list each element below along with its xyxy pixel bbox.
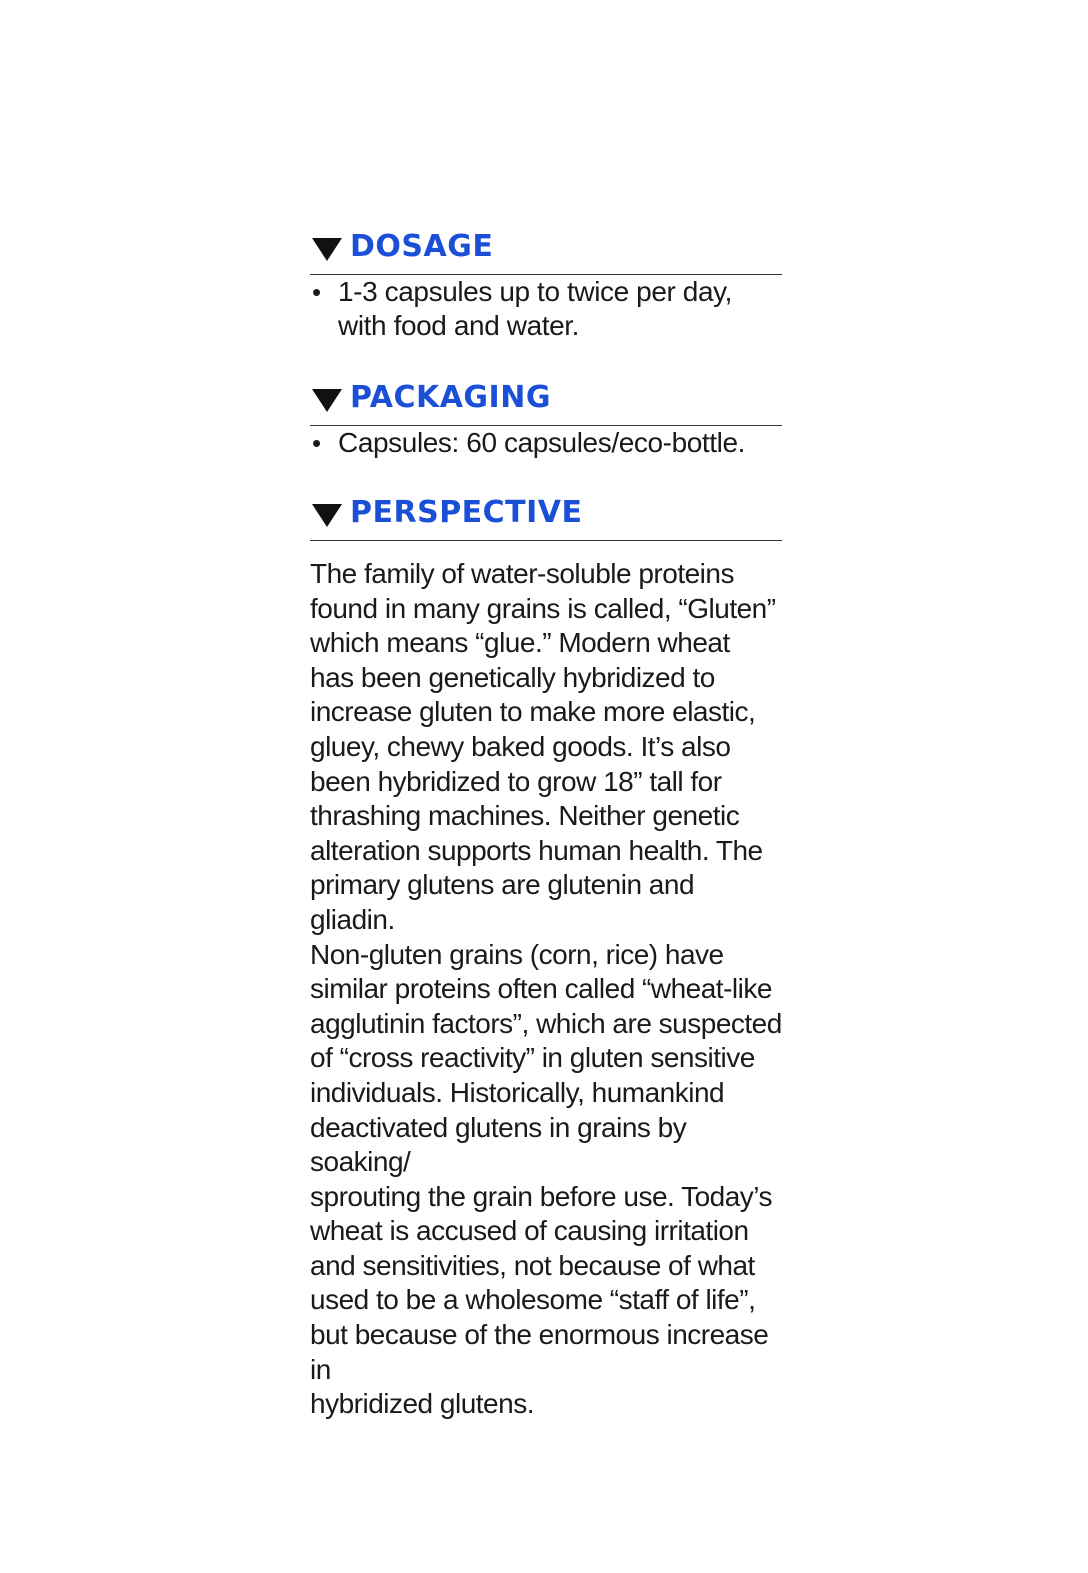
dosage-section [310, 226, 782, 343]
bullet-icon: • [312, 428, 321, 458]
triangle-down-icon [312, 504, 342, 527]
packaging-title: PACKAGING [350, 380, 551, 415]
packaging-item-text: Capsules: 60 capsules/eco-bottle. [338, 427, 746, 458]
dosage-list [310, 275, 782, 343]
list-item [310, 426, 782, 460]
perspective-header [310, 492, 782, 534]
perspective-title: PERSPECTIVE [350, 495, 583, 530]
packaging-header [310, 377, 782, 419]
bullet-icon: • [312, 277, 321, 307]
dosage-item-text: 1-3 capsules up to twice per day, with food and water. [338, 276, 733, 341]
perspective-section [310, 492, 782, 1422]
dosage-title: DOSAGE [350, 229, 494, 264]
perspective-divider [310, 540, 782, 541]
triangle-down-icon [312, 389, 342, 412]
packaging-list [310, 426, 782, 460]
triangle-down-icon [312, 238, 342, 261]
perspective-paragraph: The family of water-soluble proteins found in many grains is called, “Gluten” which means “glue.” Modern wheat has been genetically hybridized to increase gluten to make more elastic, gluey, chewy baked goods. It’s also been hybridized to grow 18” tall for thrashing machines. Neither genetic alteration supports human health. The primary glutens are glutenin and gliadin. Non-gluten grains (corn, rice) have similar proteins often called “wheat-like agglutinin factors”, which are suspected of “cross reactivity” in gluten sensitive individuals. Historically, humankind deactivated glutens in grains by soaking/ sprouting the grain before use. Today’s wheat is accused of causing irritation and sensitivities, not because of what used to be a wholesome “staff of life”, but because of the enormous increase in hybridized glutens. [310, 558, 782, 1420]
dosage-header [310, 226, 782, 268]
packaging-section [310, 377, 782, 460]
list-item [310, 275, 782, 343]
product-info-panel [310, 226, 782, 1422]
